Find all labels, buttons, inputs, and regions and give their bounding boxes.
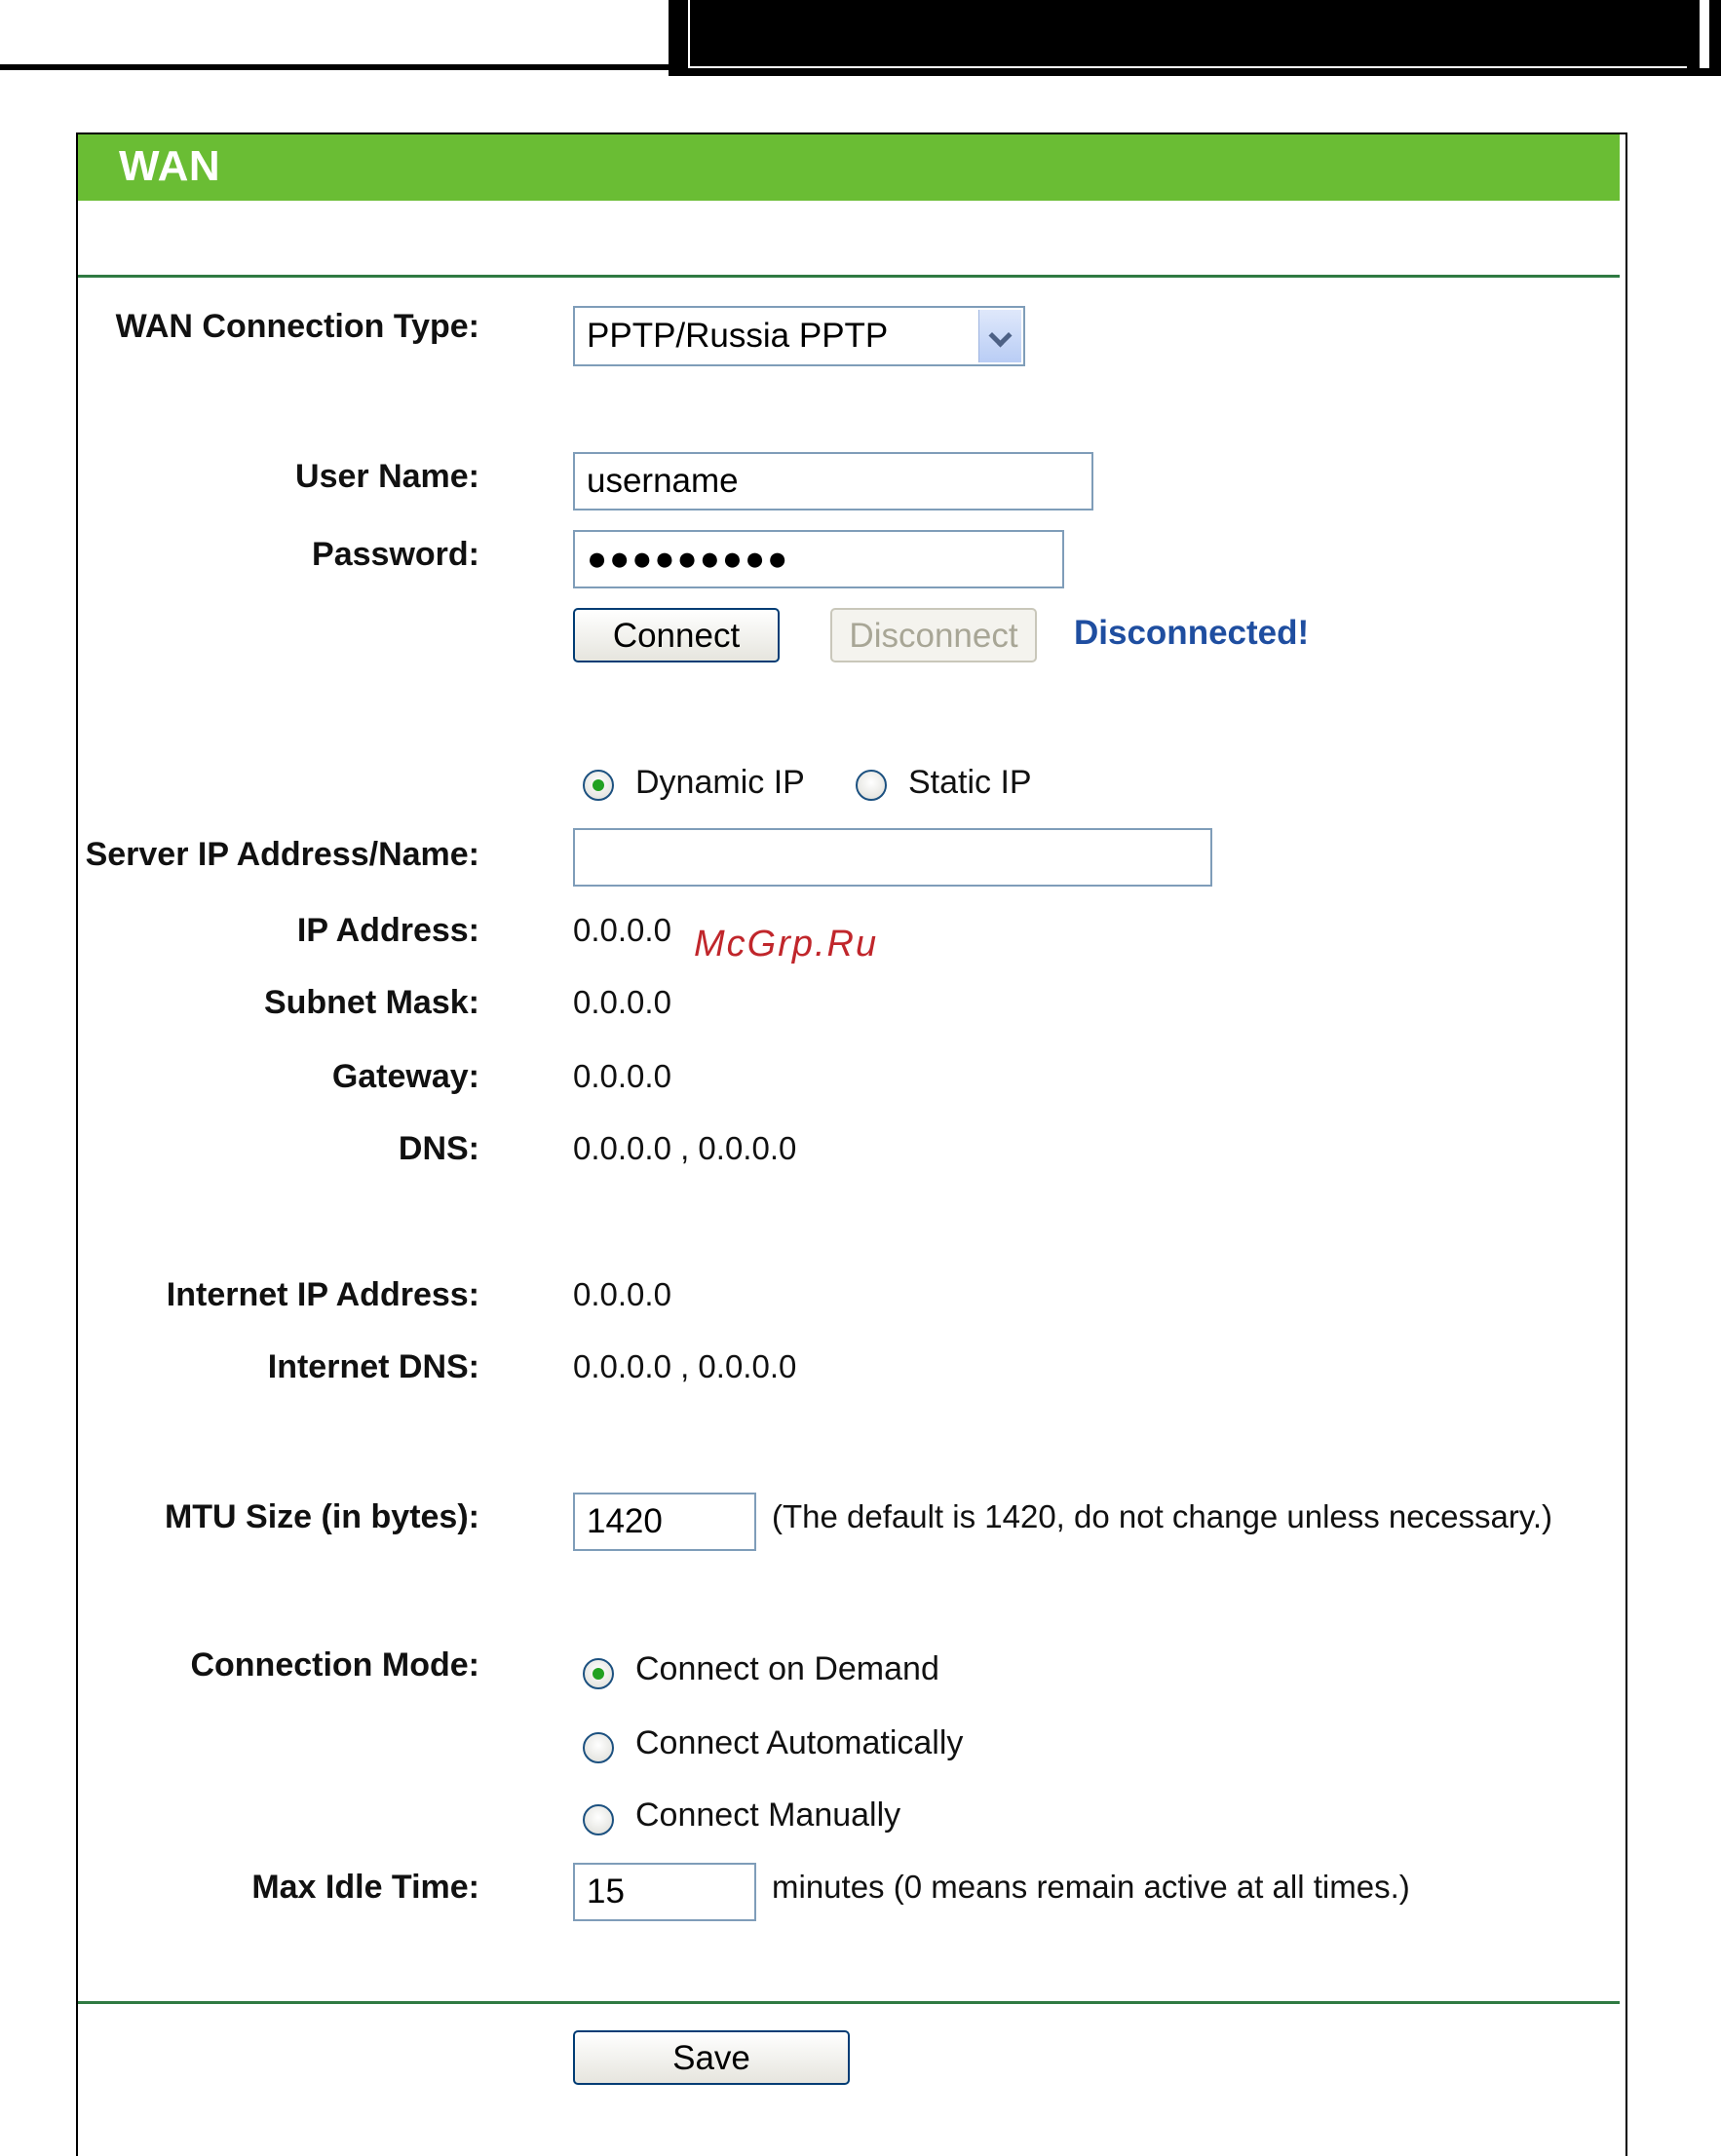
internet-dns-label: Internet DNS: xyxy=(267,1348,479,1385)
connect-on-demand-radio[interactable] xyxy=(583,1658,614,1689)
mtu-hint: (The default is 1420, do not change unless necessary.) xyxy=(772,1498,1553,1534)
connect-button[interactable]: Connect xyxy=(573,608,780,662)
header-right-bar xyxy=(669,0,1721,76)
connection-type-label: WAN Connection Type: xyxy=(115,308,479,345)
chevron-down-icon[interactable] xyxy=(978,310,1021,362)
connection-type-value: PPTP/Russia PPTP xyxy=(587,317,889,355)
static-ip-radio[interactable] xyxy=(856,770,887,801)
gateway-label: Gateway: xyxy=(331,1058,479,1095)
connection-type-select[interactable] xyxy=(573,306,1025,366)
max-idle-hint: minutes (0 means remain active at all times.) xyxy=(772,1869,1410,1905)
dynamic-ip-label: Dynamic IP xyxy=(635,764,805,801)
max-idle-input[interactable]: 15 xyxy=(573,1863,756,1921)
connection-status: Disconnected! xyxy=(1074,614,1310,652)
internet-ip-label: Internet IP Address: xyxy=(166,1276,479,1313)
title-bar xyxy=(78,134,1620,201)
dns-value: 0.0.0.0 , 0.0.0.0 xyxy=(573,1130,797,1166)
internet-dns-value: 0.0.0.0 , 0.0.0.0 xyxy=(573,1348,797,1384)
connect-manually-radio[interactable] xyxy=(583,1804,614,1835)
mtu-label: MTU Size (in bytes): xyxy=(164,1498,479,1535)
connect-automatically-label: Connect Automatically xyxy=(635,1724,964,1761)
page-title: WAN xyxy=(119,142,221,190)
user-name-input[interactable]: username xyxy=(573,452,1093,511)
password-input[interactable]: ●●●●●●●●● xyxy=(573,530,1064,588)
connect-manually-label: Connect Manually xyxy=(635,1797,901,1834)
mtu-input[interactable]: 1420 xyxy=(573,1493,756,1551)
save-button[interactable]: Save xyxy=(573,2030,850,2085)
server-input[interactable] xyxy=(573,828,1212,887)
server-label: Server IP Address/Name: xyxy=(85,836,479,873)
ip-address-label: IP Address: xyxy=(296,912,479,949)
watermark: McGrp.Ru xyxy=(694,924,879,965)
subnet-mask-label: Subnet Mask: xyxy=(263,984,479,1021)
dynamic-ip-radio[interactable] xyxy=(583,770,614,801)
ip-address-value: 0.0.0.0 xyxy=(573,912,671,948)
user-name-label: User Name: xyxy=(295,458,479,495)
gateway-value: 0.0.0.0 xyxy=(573,1058,671,1094)
max-idle-label: Max Idle Time: xyxy=(251,1869,479,1906)
dns-label: DNS: xyxy=(398,1130,479,1167)
bottom-divider xyxy=(78,2001,1620,2004)
internet-ip-value: 0.0.0.0 xyxy=(573,1276,671,1312)
connect-on-demand-label: Connect on Demand xyxy=(635,1650,939,1687)
header-left-bar xyxy=(0,0,669,70)
password-label: Password: xyxy=(312,536,479,573)
static-ip-label: Static IP xyxy=(908,764,1032,801)
connection-mode-label: Connection Mode: xyxy=(190,1646,479,1683)
connect-automatically-radio[interactable] xyxy=(583,1732,614,1763)
top-divider xyxy=(78,275,1620,278)
disconnect-button[interactable]: Disconnect xyxy=(830,608,1037,662)
wan-panel xyxy=(76,132,1627,2156)
subnet-mask-value: 0.0.0.0 xyxy=(573,984,671,1020)
